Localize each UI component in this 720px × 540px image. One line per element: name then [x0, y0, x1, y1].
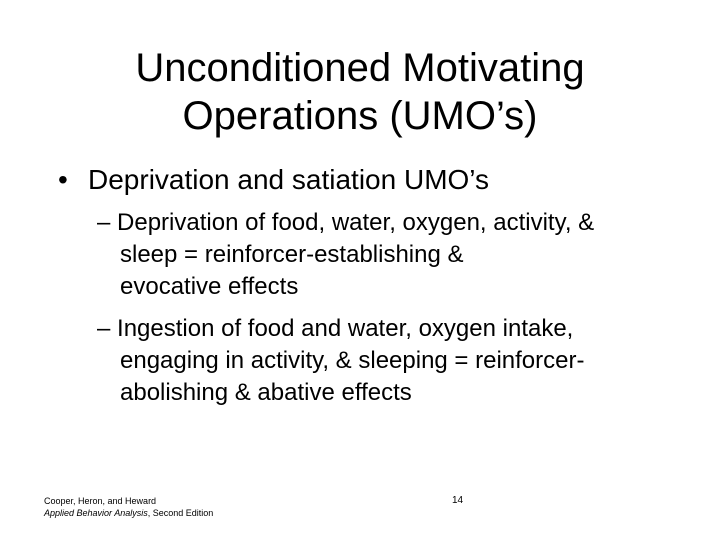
footer-edition: , Second Edition [147, 508, 214, 518]
footer-book [44, 507, 213, 519]
subbullet-ingestion [97, 313, 584, 409]
subbullet-text: Ingestion of food and water, oxygen intake, [117, 315, 574, 342]
bullet-marker: • [58, 164, 68, 195]
main-bullet-text: Deprivation and satiation UMO’s [88, 164, 490, 195]
footer-citation [44, 495, 213, 519]
subbullet-line: evocative effects [120, 273, 299, 300]
footer-authors: Cooper, Heron, and Heward [44, 496, 157, 506]
slide-title-line-2: Operations (UMO’s) [182, 94, 538, 138]
dash-marker: – [97, 209, 111, 236]
subbullet-line: abolishing & abative effects [120, 379, 412, 406]
slide-title-line-1: Unconditioned Motivating [135, 46, 585, 90]
slide-title [60, 44, 660, 140]
page-number: 14 [452, 495, 464, 506]
main-bullet [58, 163, 489, 197]
subbullet-line: engaging in activity, & sleeping = reinforcer- [120, 347, 585, 374]
footer-book-title: Applied Behavior Analysis [44, 508, 148, 518]
subbullet-line [97, 313, 584, 345]
subbullet-line [97, 207, 594, 239]
subbullet-text: Deprivation of food, water, oxygen, activity, & [117, 209, 595, 236]
dash-marker: – [97, 315, 111, 342]
subbullet-line: sleep = reinforcer-establishing & [120, 241, 464, 268]
subbullet-deprivation [97, 207, 594, 303]
